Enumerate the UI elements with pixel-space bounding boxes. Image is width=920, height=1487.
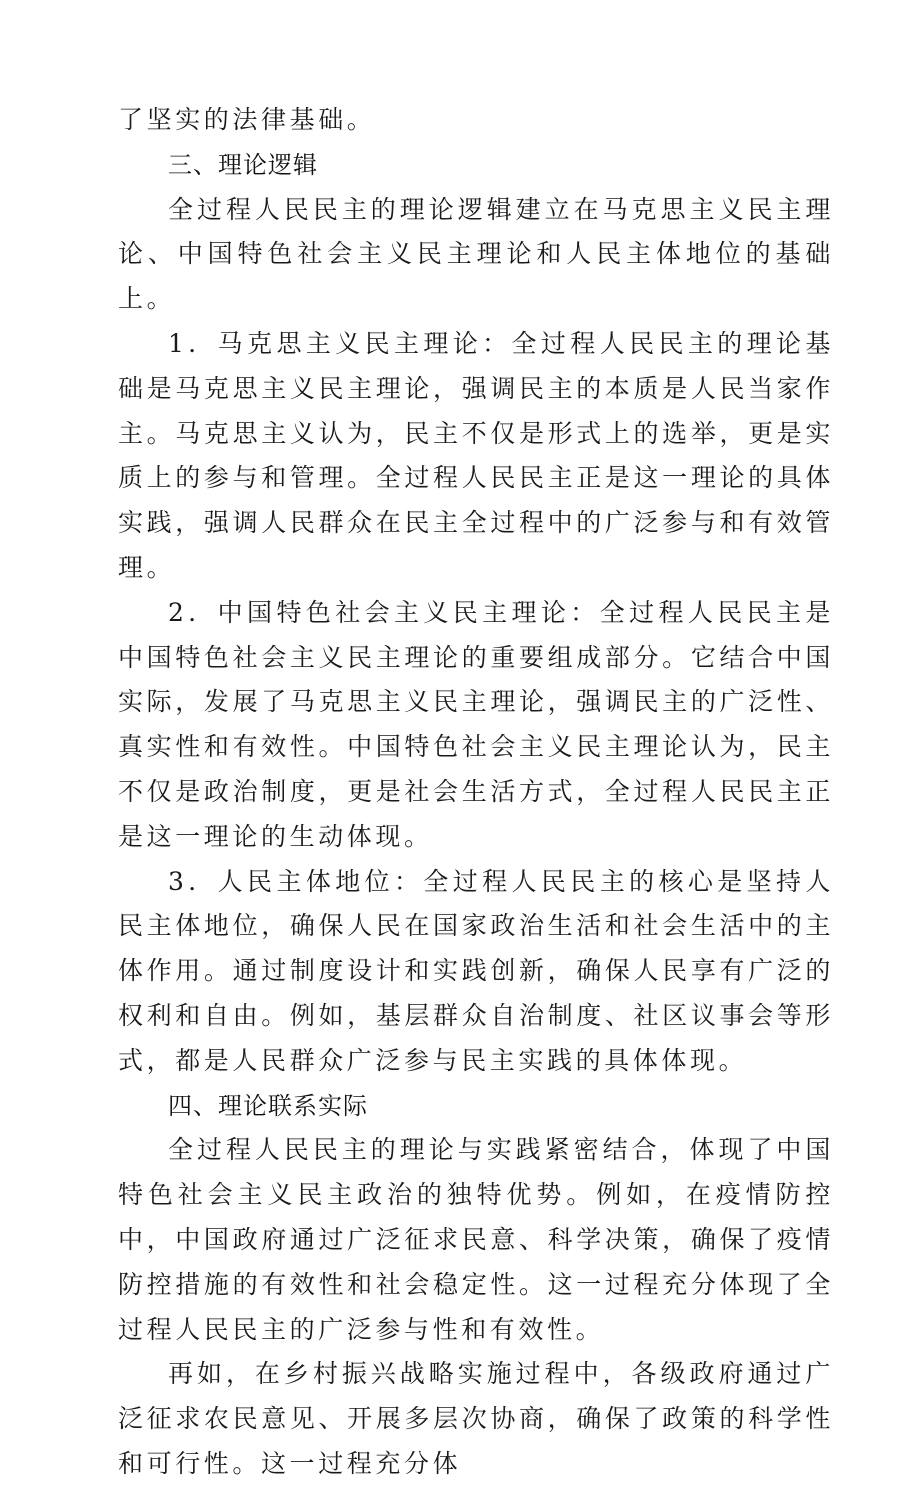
paragraph-continuation: 了坚实的法律基础。 — [118, 105, 376, 134]
paragraph-theory-intro: 全过程人民民主的理论逻辑建立在马克思主义民主理论、中国特色社会主义民主理论和人民主体地位的基础上。 — [118, 194, 834, 314]
document-body — [118, 98, 834, 1487]
section-heading-theory-logic: 三、理论逻辑 — [168, 150, 318, 179]
paragraph-practice-pandemic: 全过程人民民主的理论与实践紧密结合，体现了中国特色社会主义民主政治的独特优势。例如，在疫情防控中，中国政府通过广泛征求民意、科学决策，确保了疫情防控措施的有效性和社会稳定性。这一过程充分体现了全过程人民民主的广泛参与性和有效性。 — [118, 1135, 834, 1344]
paragraph-people-subject: 3．人民主体地位：全过程人民民主的核心是坚持人民主体地位，确保人民在国家政治生活和社会生活中的主体作用。通过制度设计和实践创新，确保人民享有广泛的权利和自由。例如，基层群众自治制度、社区议事会等形式，都是人民群众广泛参与民主实践的具体体现。 — [118, 866, 834, 1075]
paragraph-marxist-theory: 1．马克思主义民主理论：全过程人民民主的理论基础是马克思主义民主理论，强调民主的本质是人民当家作主。马克思主义认为，民主不仅是形式上的选举，更是实质上的参与和管理。全过程人民民主正是这一理论的具体实践，强调人民群众在民主全过程中的广泛参与和有效管理。 — [118, 328, 834, 582]
section-heading-theory-practice: 四、理论联系实际 — [168, 1091, 368, 1120]
paragraph-socialist-theory: 2．中国特色社会主义民主理论：全过程人民民主是中国特色社会主义民主理论的重要组成部分。它结合中国实际，发展了马克思主义民主理论，强调民主的广泛性、真实性和有效性。中国特色社会主义民主理论认为，民主不仅是政治制度，更是社会生活方式，全过程人民民主正是这一理论的生动体现。 — [118, 597, 834, 851]
paragraph-practice-rural: 再如，在乡村振兴战略实施过程中，各级政府通过广泛征求农民意见、开展多层次协商，确保了政策的科学性和可行性。这一过程充分体 — [118, 1359, 834, 1478]
